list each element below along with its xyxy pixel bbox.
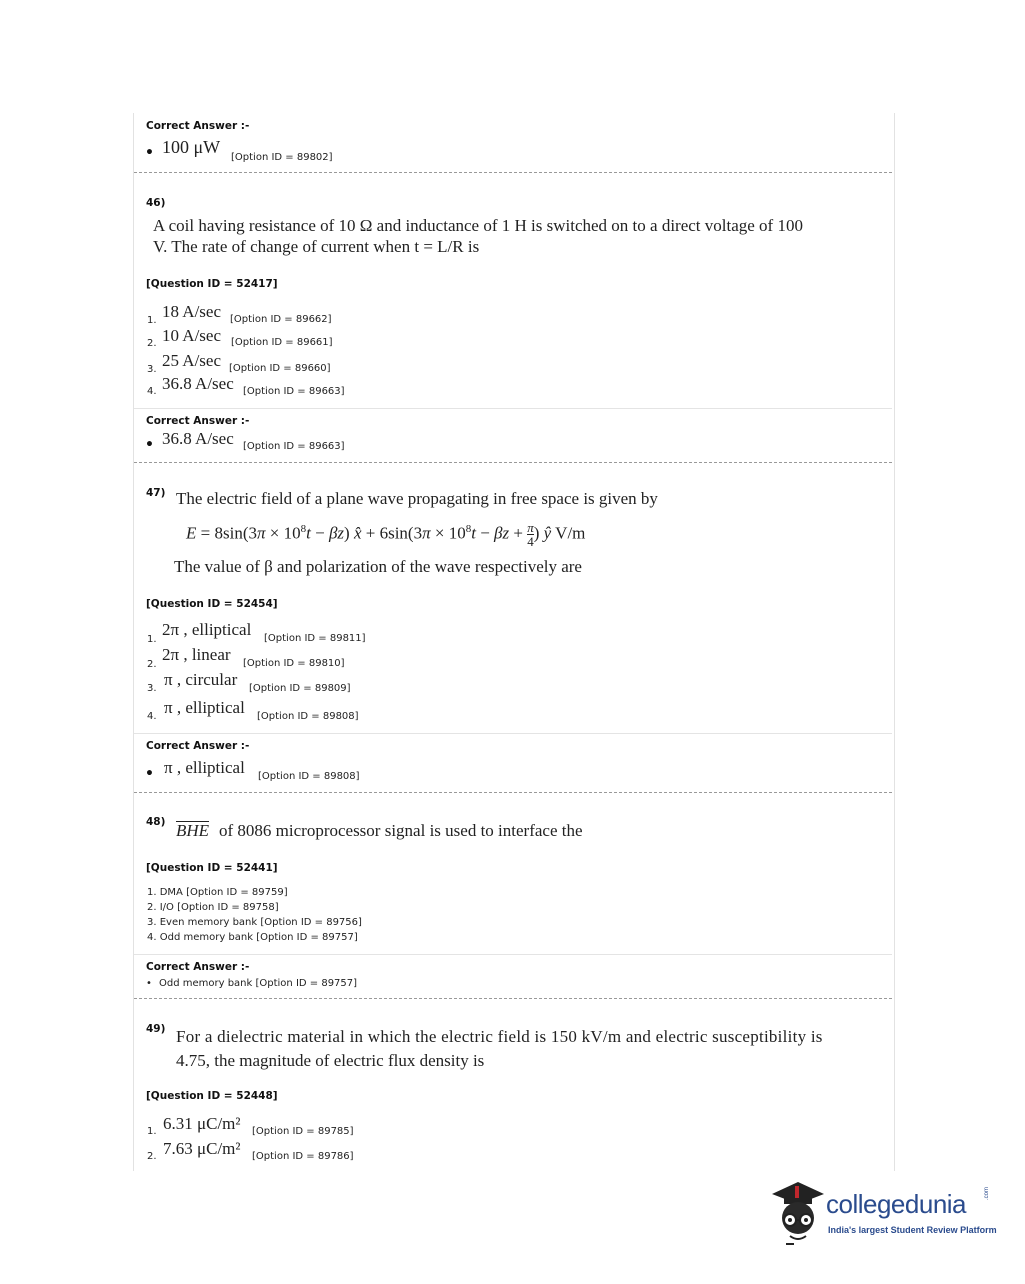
question-divider — [134, 172, 892, 173]
correct-answer-label: Correct Answer :- — [146, 120, 250, 132]
page-frame — [133, 113, 895, 1171]
question-text: 4.75, the magnitude of electric flux density is — [176, 1051, 485, 1070]
option-number: 1. — [147, 315, 157, 326]
question-text: The value of β and polarization of the wave respectively are — [174, 557, 582, 576]
option-id: [Option ID = 89660] — [229, 363, 331, 374]
answer-bullet: • — [146, 978, 152, 989]
option-number: 1. — [147, 634, 157, 645]
question-text: The electric field of a plane wave propagating in free space is given by — [176, 489, 658, 508]
option-number: 3. — [147, 364, 157, 375]
option-number: 4. — [147, 386, 157, 397]
correct-answer-value: π , elliptical — [164, 758, 245, 777]
option-number: 2. — [147, 659, 157, 670]
option-value: 7.63 μC/m² — [163, 1139, 241, 1158]
option-value: 10 A/sec — [162, 326, 222, 345]
option-id: [Option ID = 89808] — [257, 711, 359, 722]
answer-bullet: • — [145, 145, 154, 161]
option-number: 2. — [147, 1151, 157, 1162]
signal-name: BHE — [176, 821, 210, 840]
question-divider — [134, 792, 892, 793]
question-text: A coil having resistance of 10 Ω and inductance of 1 H is switched on to a direct voltage of 100 — [153, 216, 803, 235]
correct-answer-option-id: [Option ID = 89808] — [258, 771, 360, 782]
question-id: [Question ID = 52441] — [146, 862, 278, 874]
wave-equation: $E = 8\sin(3\pi \times 10^8t - \beta z)$ x̂ + $6\sin(3\pi \times 10^8t - \beta z + \frac{\pi}{4}$ ) ŷ V/m — [186, 520, 586, 549]
option-id: [Option ID = 89809] — [249, 683, 351, 694]
correct-answer-value: Odd memory bank [Option ID = 89757] — [159, 978, 358, 989]
question-id: [Question ID = 52448] — [146, 1090, 278, 1102]
option-line: 1. DMA [Option ID = 89759] — [147, 887, 288, 898]
option-value: 36.8 A/sec — [162, 374, 234, 393]
option-number: 1. — [147, 1126, 157, 1137]
correct-answer-label: Correct Answer :- — [146, 740, 250, 752]
question-text: For a dielectric material in which the electric field is 150 kV/m and electric susceptibility is — [176, 1027, 823, 1046]
answer-bullet: • — [145, 437, 154, 453]
option-id: [Option ID = 89786] — [252, 1151, 354, 1162]
question-number: 48) — [146, 816, 166, 828]
option-id: [Option ID = 89810] — [243, 658, 345, 669]
option-line: 3. Even memory bank [Option ID = 89756] — [147, 917, 362, 928]
option-value: 2π , linear — [162, 645, 231, 664]
brand-dotcom: .com — [984, 1186, 990, 1200]
option-value: π , circular — [164, 670, 238, 689]
answer-divider — [134, 954, 892, 955]
option-id: [Option ID = 89661] — [231, 337, 333, 348]
option-id: [Option ID = 89663] — [243, 386, 345, 397]
answer-bullet: • — [145, 766, 154, 782]
question-divider — [134, 998, 892, 999]
correct-answer-label: Correct Answer :- — [146, 961, 250, 973]
option-line: 4. Odd memory bank [Option ID = 89757] — [147, 932, 358, 943]
option-id: [Option ID = 89811] — [264, 633, 366, 644]
question-number: 47) — [146, 487, 166, 499]
brand-name: collegedunia — [826, 1189, 967, 1219]
answer-divider — [134, 733, 892, 734]
option-value: 2π , elliptical — [162, 620, 252, 639]
correct-answer-option-id: [Option ID = 89663] — [243, 441, 345, 452]
question-id: [Question ID = 52454] — [146, 598, 278, 610]
option-value: 25 A/sec — [162, 351, 222, 370]
correct-answer-value: 100 μW — [162, 137, 221, 157]
option-id: [Option ID = 89785] — [252, 1126, 354, 1137]
option-id: [Option ID = 89662] — [230, 314, 332, 325]
option-line: 2. I/O [Option ID = 89758] — [147, 902, 279, 913]
question-number: 49) — [146, 1023, 166, 1035]
answer-divider — [134, 408, 892, 409]
option-number: 2. — [147, 338, 157, 349]
option-value: π , elliptical — [164, 698, 245, 717]
correct-answer-value: 36.8 A/sec — [162, 429, 234, 448]
option-number: 4. — [147, 711, 157, 722]
option-number: 3. — [147, 683, 157, 694]
question-id: [Question ID = 52417] — [146, 278, 278, 290]
correct-answer-label: Correct Answer :- — [146, 415, 250, 427]
question-text: V. The rate of change of current when t = L/R is — [153, 237, 480, 256]
question-divider — [134, 462, 892, 463]
mascot-logo-icon — [768, 1178, 826, 1246]
question-number: 46) — [146, 197, 166, 209]
question-text: of 8086 microprocessor signal is used to interface the — [219, 821, 583, 840]
brand-tagline: India's largest Student Review Platform — [828, 1225, 997, 1235]
option-value: 18 A/sec — [162, 302, 222, 321]
option-value: 6.31 μC/m² — [163, 1114, 241, 1133]
correct-answer-option-id: [Option ID = 89802] — [231, 152, 333, 163]
